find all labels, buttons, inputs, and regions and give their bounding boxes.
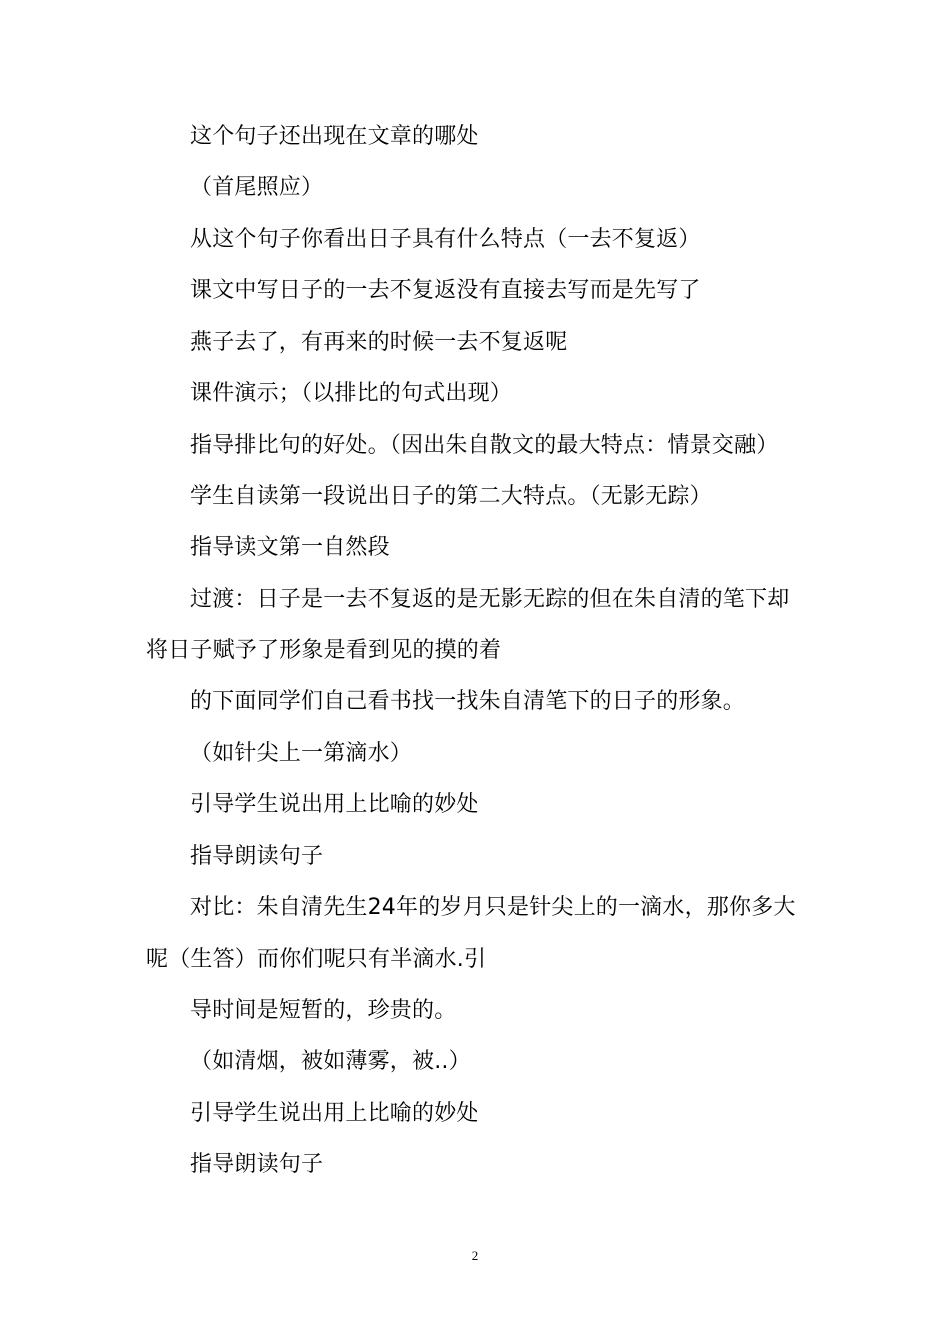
text-line: 从这个句子你看出日子具有什么特点（一去不复返）: [190, 227, 701, 252]
text-line: 课件演示；（以排比的句式出现）: [190, 381, 513, 406]
text-line: 课文中写日子的一去不复返没有直接去写而是先写了: [190, 278, 701, 303]
text-line: 指导朗读句子: [190, 844, 324, 869]
page-number: 2: [471, 1248, 479, 1263]
text-line: 这个句子还出现在文章的哪处: [190, 124, 479, 149]
text-line: （首尾照应）: [190, 175, 324, 200]
text-line: 指导排比句的好处。（因出朱自散文的最大特点：情景交融）: [190, 433, 779, 458]
text-line: 呢（生答）而你们呢只有半滴水.引: [146, 947, 487, 972]
text-line: 燕子去了，有再来的时候一去不复返呢: [190, 330, 568, 355]
text-line: 将日子赋予了形象是看到见的摸的着: [146, 638, 502, 663]
text-line: 指导读文第一自然段: [190, 535, 390, 560]
text-line: 导时间是短暂的，珍贵的。: [190, 998, 457, 1023]
text-line: 指导朗读句子: [190, 1152, 324, 1177]
text-line: （如清烟，被如薄雾，被..）: [190, 1049, 471, 1074]
text-line: 对比：朱自清先生24年的岁月只是针尖上的一滴水，那你多大: [190, 895, 796, 920]
text-line: 引导学生说出用上比喻的妙处: [190, 792, 479, 817]
text-line: 的下面同学们自己看书找一找朱自清笔下的日子的形象。: [190, 689, 746, 714]
text-line: 学生自读第一段说出日子的第二大特点。（无影无踪）: [190, 484, 712, 509]
text-line: 过渡：日子是一去不复返的是无影无踪的但在朱自清的笔下却: [190, 587, 790, 612]
text-line: 引导学生说出用上比喻的妙处: [190, 1101, 479, 1126]
text-line: （如针尖上一第滴水）: [190, 741, 413, 766]
